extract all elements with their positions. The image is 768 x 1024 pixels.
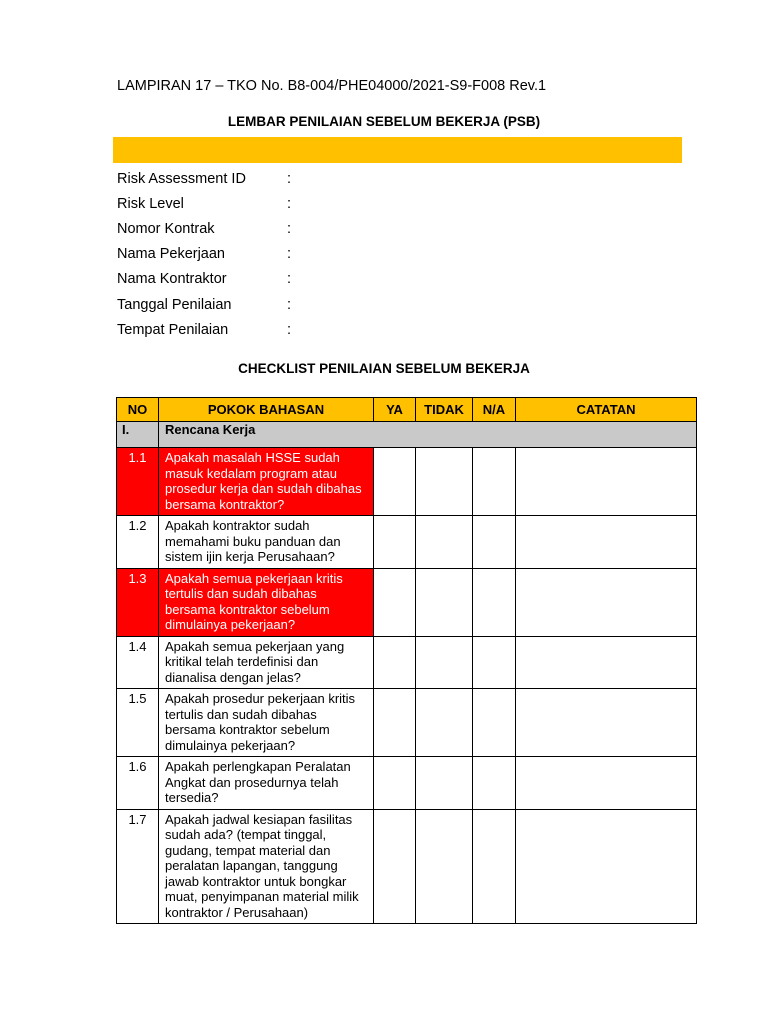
cell-ya[interactable] [374, 568, 416, 636]
row-number: 1.6 [117, 757, 159, 810]
cell-tidak[interactable] [416, 636, 473, 689]
cell-na[interactable] [473, 689, 516, 757]
info-colon: : [287, 170, 292, 187]
row-question: Apakah perlengkapan Peralatan Angkat dan prosedurnya telah tersedia? [159, 757, 374, 810]
cell-na[interactable] [473, 568, 516, 636]
info-row-tanggal-penilaian [117, 292, 297, 317]
document-title: LEMBAR PENILAIAN SEBELUM BEKERJA (PSB) [227, 114, 541, 129]
row-number: 1.5 [117, 689, 159, 757]
cell-catatan[interactable] [516, 636, 697, 689]
cell-ya[interactable] [374, 757, 416, 810]
cell-catatan[interactable] [516, 568, 697, 636]
info-colon: : [287, 321, 292, 338]
cell-na[interactable] [473, 516, 516, 569]
info-row-nama-kontraktor [117, 267, 297, 292]
info-label: Risk Level [117, 195, 184, 212]
info-row-risk-assessment-id [117, 166, 297, 191]
row-number: 1.1 [117, 448, 159, 516]
lampiran-reference: LAMPIRAN 17 – TKO No. B8-004/PHE04000/2021-S9-F008 Rev.1 [117, 78, 547, 94]
info-fields [117, 166, 297, 342]
row-number: 1.2 [117, 516, 159, 569]
table-row [117, 757, 697, 810]
cell-ya[interactable] [374, 636, 416, 689]
info-colon: : [287, 220, 292, 237]
checklist-table [116, 397, 697, 924]
cell-catatan[interactable] [516, 689, 697, 757]
column-header-pokok-bahasan: POKOK BAHASAN [159, 398, 374, 422]
cell-ya[interactable] [374, 448, 416, 516]
table-row [117, 636, 697, 689]
column-header-ya: YA [374, 398, 416, 422]
row-number: 1.7 [117, 809, 159, 924]
info-row-nomor-kontrak [117, 216, 297, 241]
info-row-risk-level [117, 191, 297, 216]
cell-tidak[interactable] [416, 757, 473, 810]
column-header-catatan: CATATAN [516, 398, 697, 422]
table-row [117, 516, 697, 569]
info-label: Tanggal Penilaian [117, 296, 232, 313]
column-header-tidak: TIDAK [416, 398, 473, 422]
section-row [117, 422, 697, 448]
info-row-nama-pekerjaan [117, 242, 297, 267]
column-header-no: NO [117, 398, 159, 422]
cell-na[interactable] [473, 809, 516, 924]
table-header-row [117, 398, 697, 422]
info-colon: : [287, 246, 292, 263]
row-question: Apakah kontraktor sudah memahami buku panduan dan sistem ijin kerja Perusahaan? [159, 516, 374, 569]
cell-tidak[interactable] [416, 448, 473, 516]
info-label: Nama Kontraktor [117, 271, 227, 288]
info-label: Tempat Penilaian [117, 321, 229, 338]
info-label: Risk Assessment ID [117, 170, 246, 187]
cell-ya[interactable] [374, 516, 416, 569]
cell-tidak[interactable] [416, 689, 473, 757]
table-row [117, 448, 697, 516]
info-row-tempat-penilaian [117, 317, 297, 342]
section-title: Rencana Kerja [159, 422, 697, 448]
info-label: Nama Pekerjaan [117, 246, 225, 263]
row-number: 1.3 [117, 568, 159, 636]
row-question: Apakah semua pekerjaan kritis tertulis dan sudah dibahas bersama kontraktor sebelum dimulainya pekerjaan? [159, 568, 374, 636]
table-row [117, 689, 697, 757]
info-colon: : [287, 296, 292, 313]
info-colon: : [287, 195, 292, 212]
header-band [113, 137, 682, 163]
cell-na[interactable] [473, 757, 516, 810]
info-colon: : [287, 271, 292, 288]
section-number: I. [117, 422, 159, 448]
cell-catatan[interactable] [516, 757, 697, 810]
column-header-na: N/A [473, 398, 516, 422]
cell-catatan[interactable] [516, 516, 697, 569]
cell-tidak[interactable] [416, 516, 473, 569]
cell-na[interactable] [473, 636, 516, 689]
row-number: 1.4 [117, 636, 159, 689]
cell-catatan[interactable] [516, 809, 697, 924]
info-label: Nomor Kontrak [117, 220, 215, 237]
cell-na[interactable] [473, 448, 516, 516]
row-question: Apakah masalah HSSE sudah masuk kedalam program atau prosedur kerja dan sudah dibahas bersama kontraktor? [159, 448, 374, 516]
checklist-title: CHECKLIST PENILAIAN SEBELUM BEKERJA [238, 361, 530, 376]
cell-tidak[interactable] [416, 568, 473, 636]
table-row [117, 809, 697, 924]
cell-ya[interactable] [374, 689, 416, 757]
row-question: Apakah prosedur pekerjaan kritis tertulis dan sudah dibahas bersama kontraktor sebelum dimulainya pekerjaan? [159, 689, 374, 757]
cell-tidak[interactable] [416, 809, 473, 924]
table-row [117, 568, 697, 636]
row-question: Apakah semua pekerjaan yang kritikal telah terdefinisi dan dianalisa dengan jelas? [159, 636, 374, 689]
cell-catatan[interactable] [516, 448, 697, 516]
row-question: Apakah jadwal kesiapan fasilitas sudah ada? (tempat tinggal, gudang, tempat material dan peralatan lapangan, tanggung jawab kontraktor untuk bongkar muat, penyimpanan material milik kontraktor / Perusahaan) [159, 809, 374, 924]
cell-ya[interactable] [374, 809, 416, 924]
